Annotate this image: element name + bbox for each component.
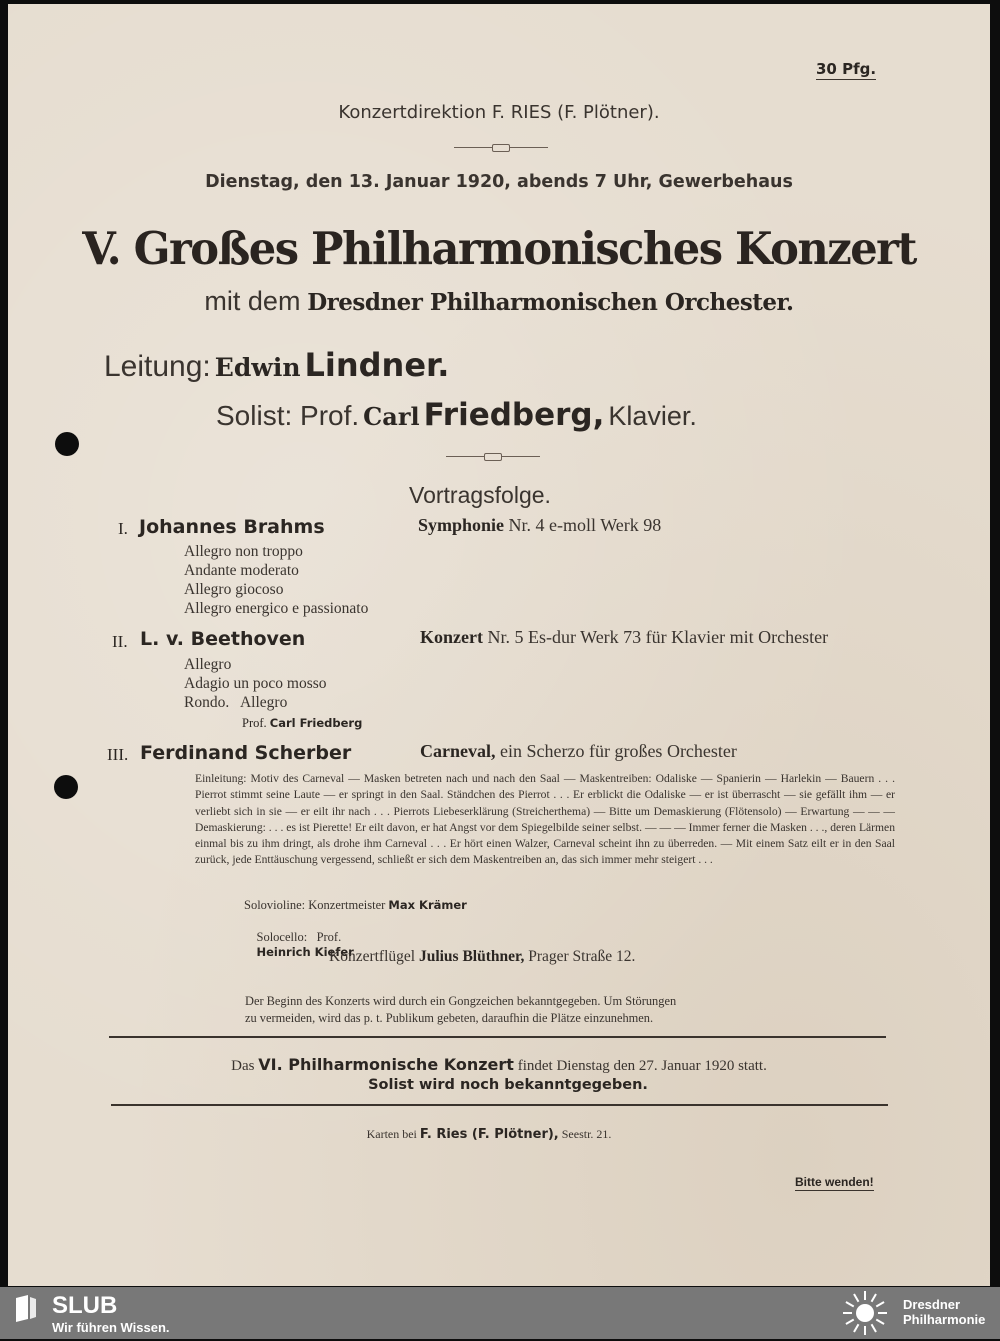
turn-over-label: Bitte wenden! <box>795 1175 874 1189</box>
slub-tagline: Wir führen Wissen. <box>52 1320 170 1335</box>
date-line: Dienstag, den 13. Januar 1920, abends 7 Uhr, Gewerbehaus <box>205 172 793 192</box>
work-2-composer: L. v. Beethoven <box>140 628 306 650</box>
work-3-title-rest: ein Scherzo für großes Orchester <box>500 741 737 761</box>
solo-violin-name: Max Krämer <box>388 898 467 912</box>
solo-cello-name: Heinrich Kiefer <box>256 945 354 959</box>
movement: Andante moderato <box>184 562 299 579</box>
punch-hole <box>54 775 78 799</box>
piano-maker: Julius Blüthner, <box>418 948 525 965</box>
work-1-composer: Johannes Brahms <box>139 516 325 538</box>
price-label: 30 Pfg. <box>816 60 877 78</box>
piano-pre: Konzertflügel <box>329 948 416 965</box>
solo-violin-line <box>244 898 467 913</box>
concert-program-sheet <box>8 4 990 1286</box>
work-1-title-bold: Symphonie <box>418 515 505 535</box>
tickets-seller: F. Ries (F. Plötner), <box>419 1127 559 1142</box>
tickets-address: Seestr. 21. <box>561 1127 612 1141</box>
solo-violin-label: Solovioline: Konzertmeister <box>244 898 386 912</box>
philharmonie-line-2: Philharmonie <box>903 1312 986 1327</box>
work-1-title <box>418 515 661 536</box>
movement: Allegro energico e passionato <box>184 600 369 617</box>
work-3-title-bold: Carneval, <box>420 741 496 761</box>
philharmonie-logo-icon <box>842 1290 888 1336</box>
punch-hole <box>55 432 79 456</box>
work-3-description: Einleitung: Motiv des Carneval — Masken betreten nach und nach den Saal — Maskentreiben: Odaliske — Spanierin — Harlekin — Bauern . . . Pierrot stimmt seine Laute — er springt in den Saal. Ständchen des Pierrot . . . Er erblickt die Odaliske — er ist überrascht — sie gefällt ihm — er verliebt sich in sie — er eilt ihr nach . . . Pierrots Liebeserklärung (Streicherthema) — Bitte um Demaskierung (Flötensolo) — Erwartung — — — Demaskierung: . . . es ist Pierette! Er eilt davon, er hat Angst vor dem Spiegelbilde seiner selbst. — — — Immer ferner die Masken . . ., deren Lärmen einmal bis zu ihm dringt, als drohe ihm Carneval . . . Er hört einen Walzer, Carneval scheint ihn zu überreden. — Mit einem Satz eilt er in den Saal zurück, jede Enttäuschung vergessend, schließt er sich dem Maskentreiben an, das sich immer mehr steigert . . . <box>195 772 895 867</box>
soloist-last-name: Friedberg, <box>423 397 605 433</box>
work-2-title <box>420 627 828 648</box>
movement: Allegro giocoso <box>184 581 284 598</box>
notice-line-1: Der Beginn des Konzerts wird durch ein Gongzeichen bekanntgegeben. Um Störungen <box>245 994 677 1008</box>
performer-title: Prof. <box>242 716 267 730</box>
work-3-title <box>420 741 737 762</box>
ornament-divider <box>454 143 548 153</box>
conductor-line <box>104 346 449 384</box>
next-concert-pre: Das <box>231 1058 255 1074</box>
soloist-first-name: Carl <box>363 402 420 431</box>
next-concert-date: findet Dienstag den 27. Januar 1920 statt. <box>517 1058 767 1074</box>
page-title: V. Großes Philharmonisches Konzert <box>82 222 916 275</box>
piano-line <box>329 948 635 966</box>
soloist-line <box>216 397 697 433</box>
subtitle-pre: mit dem <box>204 286 301 316</box>
work-2-title-rest: Nr. 5 Es-dur Werk 73 für Klavier mit Orchester <box>487 627 829 647</box>
conductor-first-name: Edwin <box>214 353 301 382</box>
notice-line-2: zu vermeiden, wird das p. t. Publikum gebeten, daraufhin die Plätze einzunehmen. <box>245 1011 654 1025</box>
soloist-instrument: Klavier. <box>608 401 697 431</box>
movement: Adagio un poco mosso <box>184 675 327 692</box>
work-2-performer <box>242 716 362 731</box>
piano-address: Prager Straße 12. <box>528 948 636 965</box>
conductor-label: Leitung: <box>104 350 211 383</box>
slub-title: SLUB <box>52 1292 118 1319</box>
agency-line: Konzertdirektion F. RIES (F. Plötner). <box>338 102 660 123</box>
soloist-label: Solist: Prof. <box>216 400 360 431</box>
philharmonie-line-1: Dresdner <box>903 1297 961 1312</box>
solo-cello-label: Solocello: Prof. <box>256 930 342 944</box>
next-concert-title: VI. Philharmonische Konzert <box>258 1055 514 1074</box>
tickets-pre: Karten bei <box>366 1127 417 1141</box>
movement: Allegro <box>184 656 232 673</box>
subtitle <box>8 286 990 317</box>
conductor-last-name: Lindner. <box>304 346 450 384</box>
divider-rule <box>111 1104 888 1106</box>
ornament-divider <box>446 452 540 462</box>
footer-bar <box>0 1287 1000 1339</box>
tickets-line <box>8 1127 990 1142</box>
performer-name: Carl Friedberg <box>269 716 363 730</box>
work-2-number: II. <box>112 632 128 651</box>
slub-logo-icon <box>14 1295 38 1322</box>
work-2-title-bold: Konzert <box>420 627 483 647</box>
orchestra-name: Dresdner Philharmonischen Orchester. <box>307 289 794 316</box>
work-1-number: I. <box>118 519 128 538</box>
movement: Rondo. Allegro <box>184 694 288 711</box>
movement: Allegro non troppo <box>184 543 303 560</box>
next-concert-soloist: Solist wird noch bekanntgegeben. <box>368 1077 648 1093</box>
program-heading: Vortragsfolge. <box>409 482 551 508</box>
work-3-composer: Ferdinand Scherber <box>140 742 352 764</box>
work-1-title-rest: Nr. 4 e-moll Werk 98 <box>508 515 662 535</box>
divider-rule <box>109 1036 886 1038</box>
solo-cello-line <box>244 915 354 975</box>
work-3-number: III. <box>107 745 129 764</box>
next-concert-line <box>8 1055 990 1075</box>
